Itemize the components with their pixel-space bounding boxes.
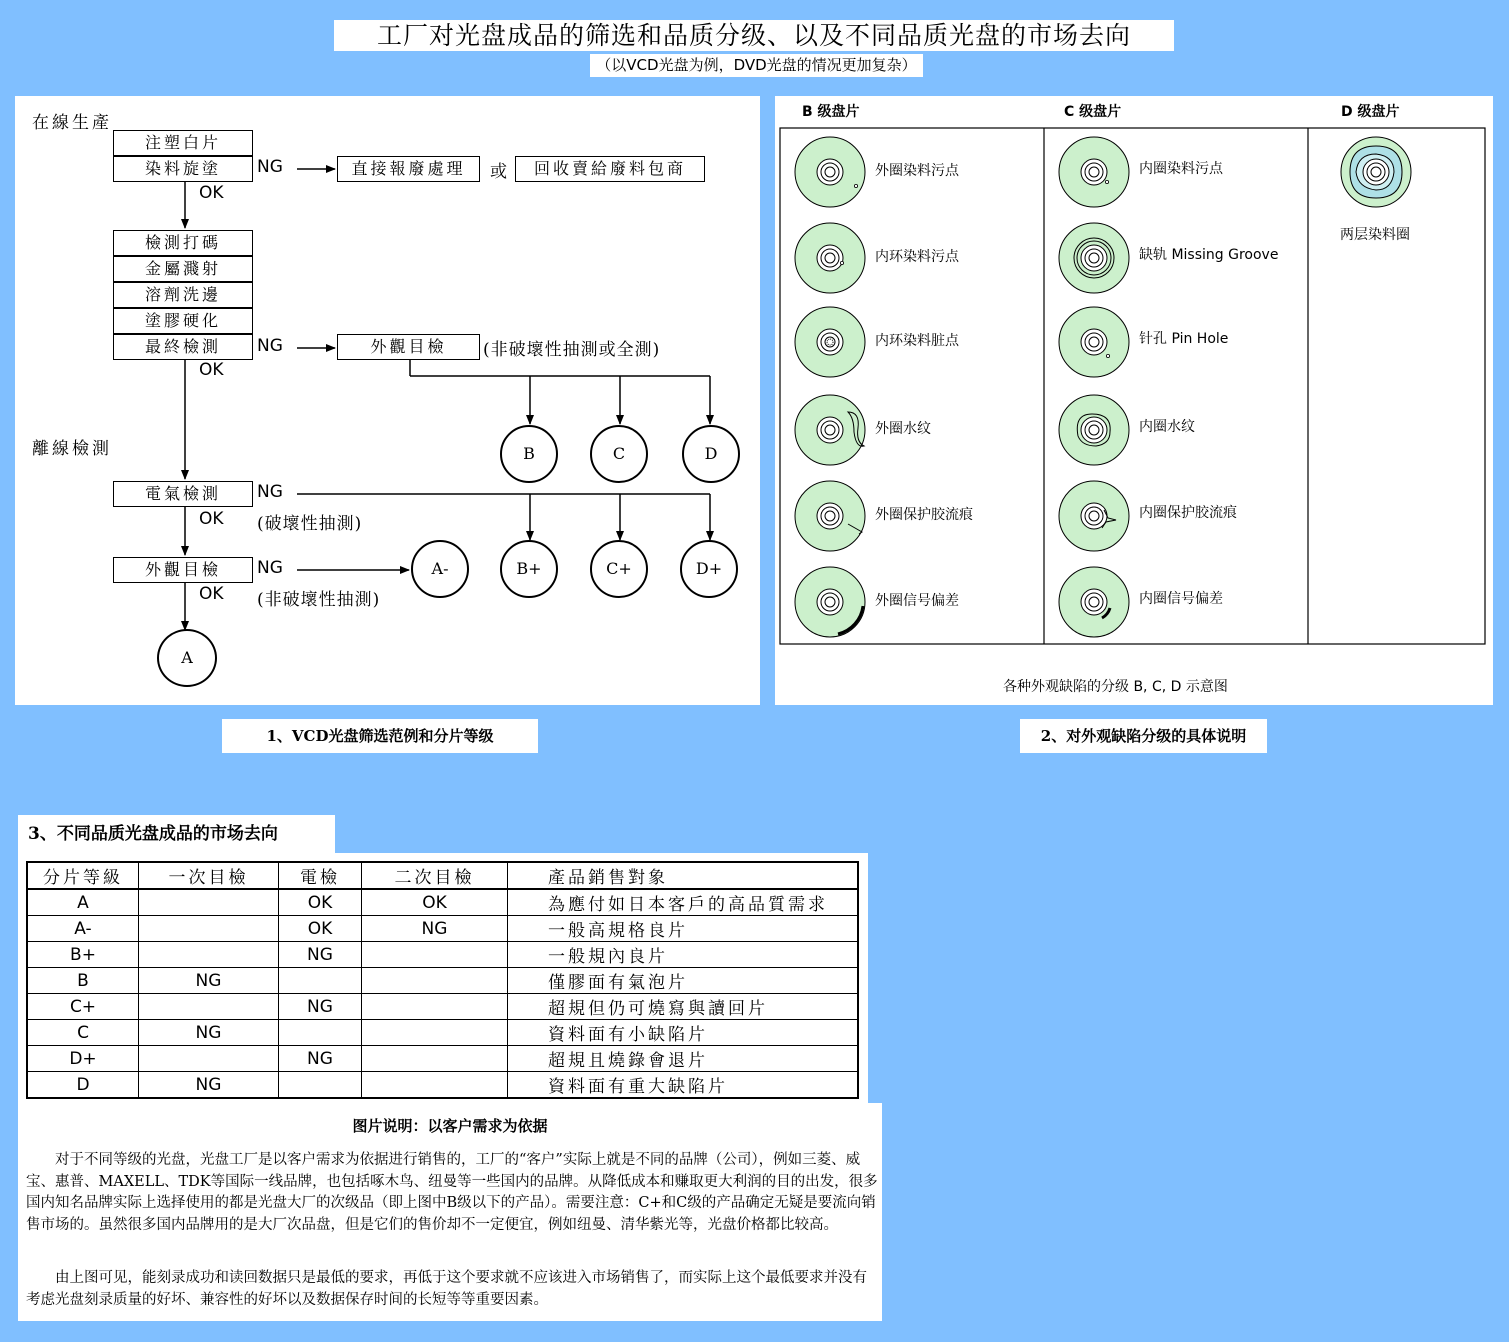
- table-cell: 為應付如日本客戶的高品質需求: [508, 889, 859, 916]
- offline-inspection-label: 離線檢測: [32, 439, 112, 459]
- ng-label-3: NG: [257, 482, 283, 502]
- defect-label-b-5: 外圈保护胶流痕: [875, 507, 973, 523]
- grade-d-node: D: [682, 425, 740, 483]
- defect-disc-b-4: [795, 395, 865, 465]
- defect-disc-b-5: [795, 481, 865, 551]
- ng-label-4: NG: [257, 558, 283, 578]
- defect-label-b-1: 外圈染料污点: [875, 163, 959, 179]
- col-head-d: D 级盘片: [1341, 104, 1400, 120]
- table-cell: [139, 889, 279, 916]
- grade-d-plus-node: D+: [680, 540, 738, 598]
- table-cell: C+: [27, 994, 139, 1020]
- table-cell: A-: [27, 916, 139, 942]
- table-cell: [139, 942, 279, 968]
- box-print: 檢測打碼: [113, 230, 253, 256]
- ok-label-1: OK: [199, 183, 224, 203]
- table-cell: NG: [279, 942, 362, 968]
- ok-label-3: OK: [199, 509, 224, 529]
- table-cell: [362, 1072, 508, 1099]
- defect-disc-b-6: [795, 567, 865, 637]
- defect-label-c-2: 缺轨 Missing Groove: [1139, 247, 1279, 263]
- grade-a-minus-node: A-: [411, 540, 469, 598]
- table-cell: OK: [279, 889, 362, 916]
- table-cell: OK: [279, 916, 362, 942]
- defect-label-c-4: 内圈水纹: [1139, 419, 1195, 435]
- table-cell: [362, 1020, 508, 1046]
- table-cell: 一般規內良片: [508, 942, 859, 968]
- box-dye-coating: 染料旋塗: [113, 156, 253, 182]
- box-cure: 塗膠硬化: [113, 308, 253, 334]
- defects-footer: 各种外观缺陷的分级 B, C, D 示意图: [1003, 679, 1228, 695]
- table-row: [27, 1046, 858, 1072]
- caption-1: 1、VCD光盘筛选范例和分片等级: [222, 719, 538, 753]
- defect-disc-d-1: [1341, 137, 1411, 207]
- defect-grid: [775, 96, 1493, 705]
- box-sputter: 金屬濺射: [113, 256, 253, 282]
- th-visual-2: 二次目檢: [362, 862, 508, 889]
- table-cell: B: [27, 968, 139, 994]
- table-cell: OK: [362, 889, 508, 916]
- table-header-row: [27, 862, 858, 889]
- box-scrap: 直接報廢處理: [337, 156, 480, 182]
- defect-label-c-1: 内圈染料污点: [1139, 161, 1223, 177]
- grade-a-node: A: [157, 629, 217, 687]
- caption-3: 3、不同品质光盘成品的市场去向: [18, 815, 335, 853]
- defect-disc-c-5: [1059, 481, 1129, 551]
- table-row: [27, 994, 858, 1020]
- table-cell: [362, 968, 508, 994]
- box-visual-2: 外觀目檢: [113, 557, 253, 583]
- defect-disc-c-1: [1059, 137, 1129, 207]
- flowchart-connectors: [15, 96, 760, 705]
- defect-disc-c-2: [1059, 223, 1129, 293]
- defects-panel: [775, 96, 1493, 705]
- flowchart-panel: [15, 96, 760, 705]
- col-head-c: C 级盘片: [1064, 104, 1122, 120]
- th-grade: 分片等級: [27, 862, 139, 889]
- box-visual-1: 外觀目檢: [337, 334, 480, 360]
- box-electrical-test: 電氣檢測: [113, 481, 253, 507]
- table-cell: 一般高規格良片: [508, 916, 859, 942]
- table-row: [27, 942, 858, 968]
- defect-label-b-4: 外圈水纹: [875, 421, 931, 437]
- defect-disc-b-1: [795, 137, 865, 207]
- table-cell: NG: [139, 1072, 279, 1099]
- table-cell: [139, 1046, 279, 1072]
- grade-b-plus-node: B+: [500, 540, 558, 598]
- table-cell: [279, 968, 362, 994]
- defect-label-b-3: 内环染料脏点: [875, 333, 959, 349]
- defect-label-c-5: 内圈保护胶流痕: [1139, 505, 1237, 521]
- grade-b-node: B: [500, 425, 558, 483]
- table-cell: D+: [27, 1046, 139, 1072]
- table-cell: A: [27, 889, 139, 916]
- table-cell: NG: [139, 1020, 279, 1046]
- table-row: [27, 1072, 858, 1099]
- online-production-label: 在線生產: [32, 113, 112, 133]
- table-cell: [279, 1020, 362, 1046]
- table-cell: NG: [279, 994, 362, 1020]
- page-subtitle: （以VCD光盘为例，DVD光盘的情况更加复杂）: [590, 54, 923, 77]
- defect-disc-c-6: [1059, 567, 1129, 637]
- notes-title: 图片说明：以客户需求为依据: [352, 1117, 548, 1135]
- ok-label-2: OK: [199, 360, 224, 380]
- notes-panel: [18, 1103, 882, 1321]
- defect-label-d-1: 两层染料圈: [1340, 227, 1410, 243]
- page-title: 工厂对光盘成品的筛选和品质分级、以及不同品质光盘的市场去向: [334, 20, 1174, 51]
- table-row: [27, 1020, 858, 1046]
- grade-table: [26, 861, 859, 1099]
- notes-paragraph-2: 由上图可见，能刻录成功和读回数据只是最低的要求，再低于这个要求就不应该进入市场销售了，而实际上这个最低要求并没有考虑光盘刻录质量的好坏、兼容性的好坏以及数据保存时间的长短等等重要因素。: [26, 1270, 867, 1308]
- defect-label-b-2: 内环染料污点: [875, 249, 959, 265]
- th-electrical: 電檢: [279, 862, 362, 889]
- table-cell: 僅膠面有氣泡片: [508, 968, 859, 994]
- th-visual-1: 一次目檢: [139, 862, 279, 889]
- defect-label-c-3: 针孔 Pin Hole: [1139, 331, 1229, 347]
- table-cell: [362, 942, 508, 968]
- ng-label-2: NG: [257, 336, 283, 356]
- table-cell: NG: [362, 916, 508, 942]
- table-cell: 超規且燒錄會退片: [508, 1046, 859, 1072]
- note-electrical: (破壞性抽測): [257, 514, 363, 534]
- table-cell: 資料面有重大缺陷片: [508, 1072, 859, 1099]
- defect-disc-c-3: [1059, 307, 1129, 377]
- grade-c-node: C: [590, 425, 648, 483]
- table-row: [27, 968, 858, 994]
- market-table-panel: [18, 853, 868, 1103]
- table-cell: [139, 916, 279, 942]
- note-visual-2: (非破壞性抽測): [257, 590, 381, 610]
- th-target: 產品銷售對象: [508, 862, 859, 889]
- table-cell: [279, 1072, 362, 1099]
- defect-label-b-6: 外圈信号偏差: [875, 593, 959, 609]
- box-final-test: 最終檢測: [113, 334, 253, 360]
- caption-2: 2、对外观缺陷分级的具体说明: [1020, 719, 1267, 753]
- ng-label-1: NG: [257, 157, 283, 177]
- table-cell: 資料面有小缺陷片: [508, 1020, 859, 1046]
- table-cell: [362, 1046, 508, 1072]
- defect-disc-b-2: [795, 223, 865, 293]
- note-visual-1: (非破壞性抽測或全測): [483, 340, 661, 360]
- defect-label-c-6: 内圈信号偏差: [1139, 591, 1223, 607]
- table-cell: 超規但仍可燒寫與讀回片: [508, 994, 859, 1020]
- box-edge-clean: 溶劑洗邊: [113, 282, 253, 308]
- box-injection: 注塑白片: [113, 130, 253, 156]
- table-cell: [362, 994, 508, 1020]
- defect-disc-b-3: [795, 307, 865, 377]
- defect-disc-c-4: [1059, 395, 1129, 465]
- table-cell: B+: [27, 942, 139, 968]
- grade-c-plus-node: C+: [590, 540, 648, 598]
- table-row: [27, 889, 858, 916]
- col-head-b: B 级盘片: [802, 104, 860, 120]
- table-cell: [139, 994, 279, 1020]
- notes-paragraph-1: 对于不同等级的光盘，光盘工厂是以客户需求为依据进行销售的，工厂的“客户”实际上就是不同的品牌（公司），例如三菱、威宝、惠普、MAXELL、TDK等国际一线品牌，也包括啄木鸟、纽曼等一些国内的品牌。从降低成本和赚取更大利润的目的出发，很多国内知名品牌实际上选择使用的都是光盘大厂的次级品（即上图中B级以下的产品）。需要注意：C+和C级的产品确定无疑是要流向销售市场的。虽然很多国内品牌用的是大厂次品盘，但是它们的售价却不一定便宜，例如纽曼、清华紫光等，光盘价格都比较高。: [26, 1152, 878, 1233]
- box-recycle: 回收賣給廢料包商: [515, 156, 705, 182]
- table-cell: D: [27, 1072, 139, 1099]
- table-cell: NG: [139, 968, 279, 994]
- or-label: 或: [490, 162, 507, 182]
- table-row: [27, 916, 858, 942]
- table-cell: C: [27, 1020, 139, 1046]
- ok-label-4: OK: [199, 584, 224, 604]
- table-cell: NG: [279, 1046, 362, 1072]
